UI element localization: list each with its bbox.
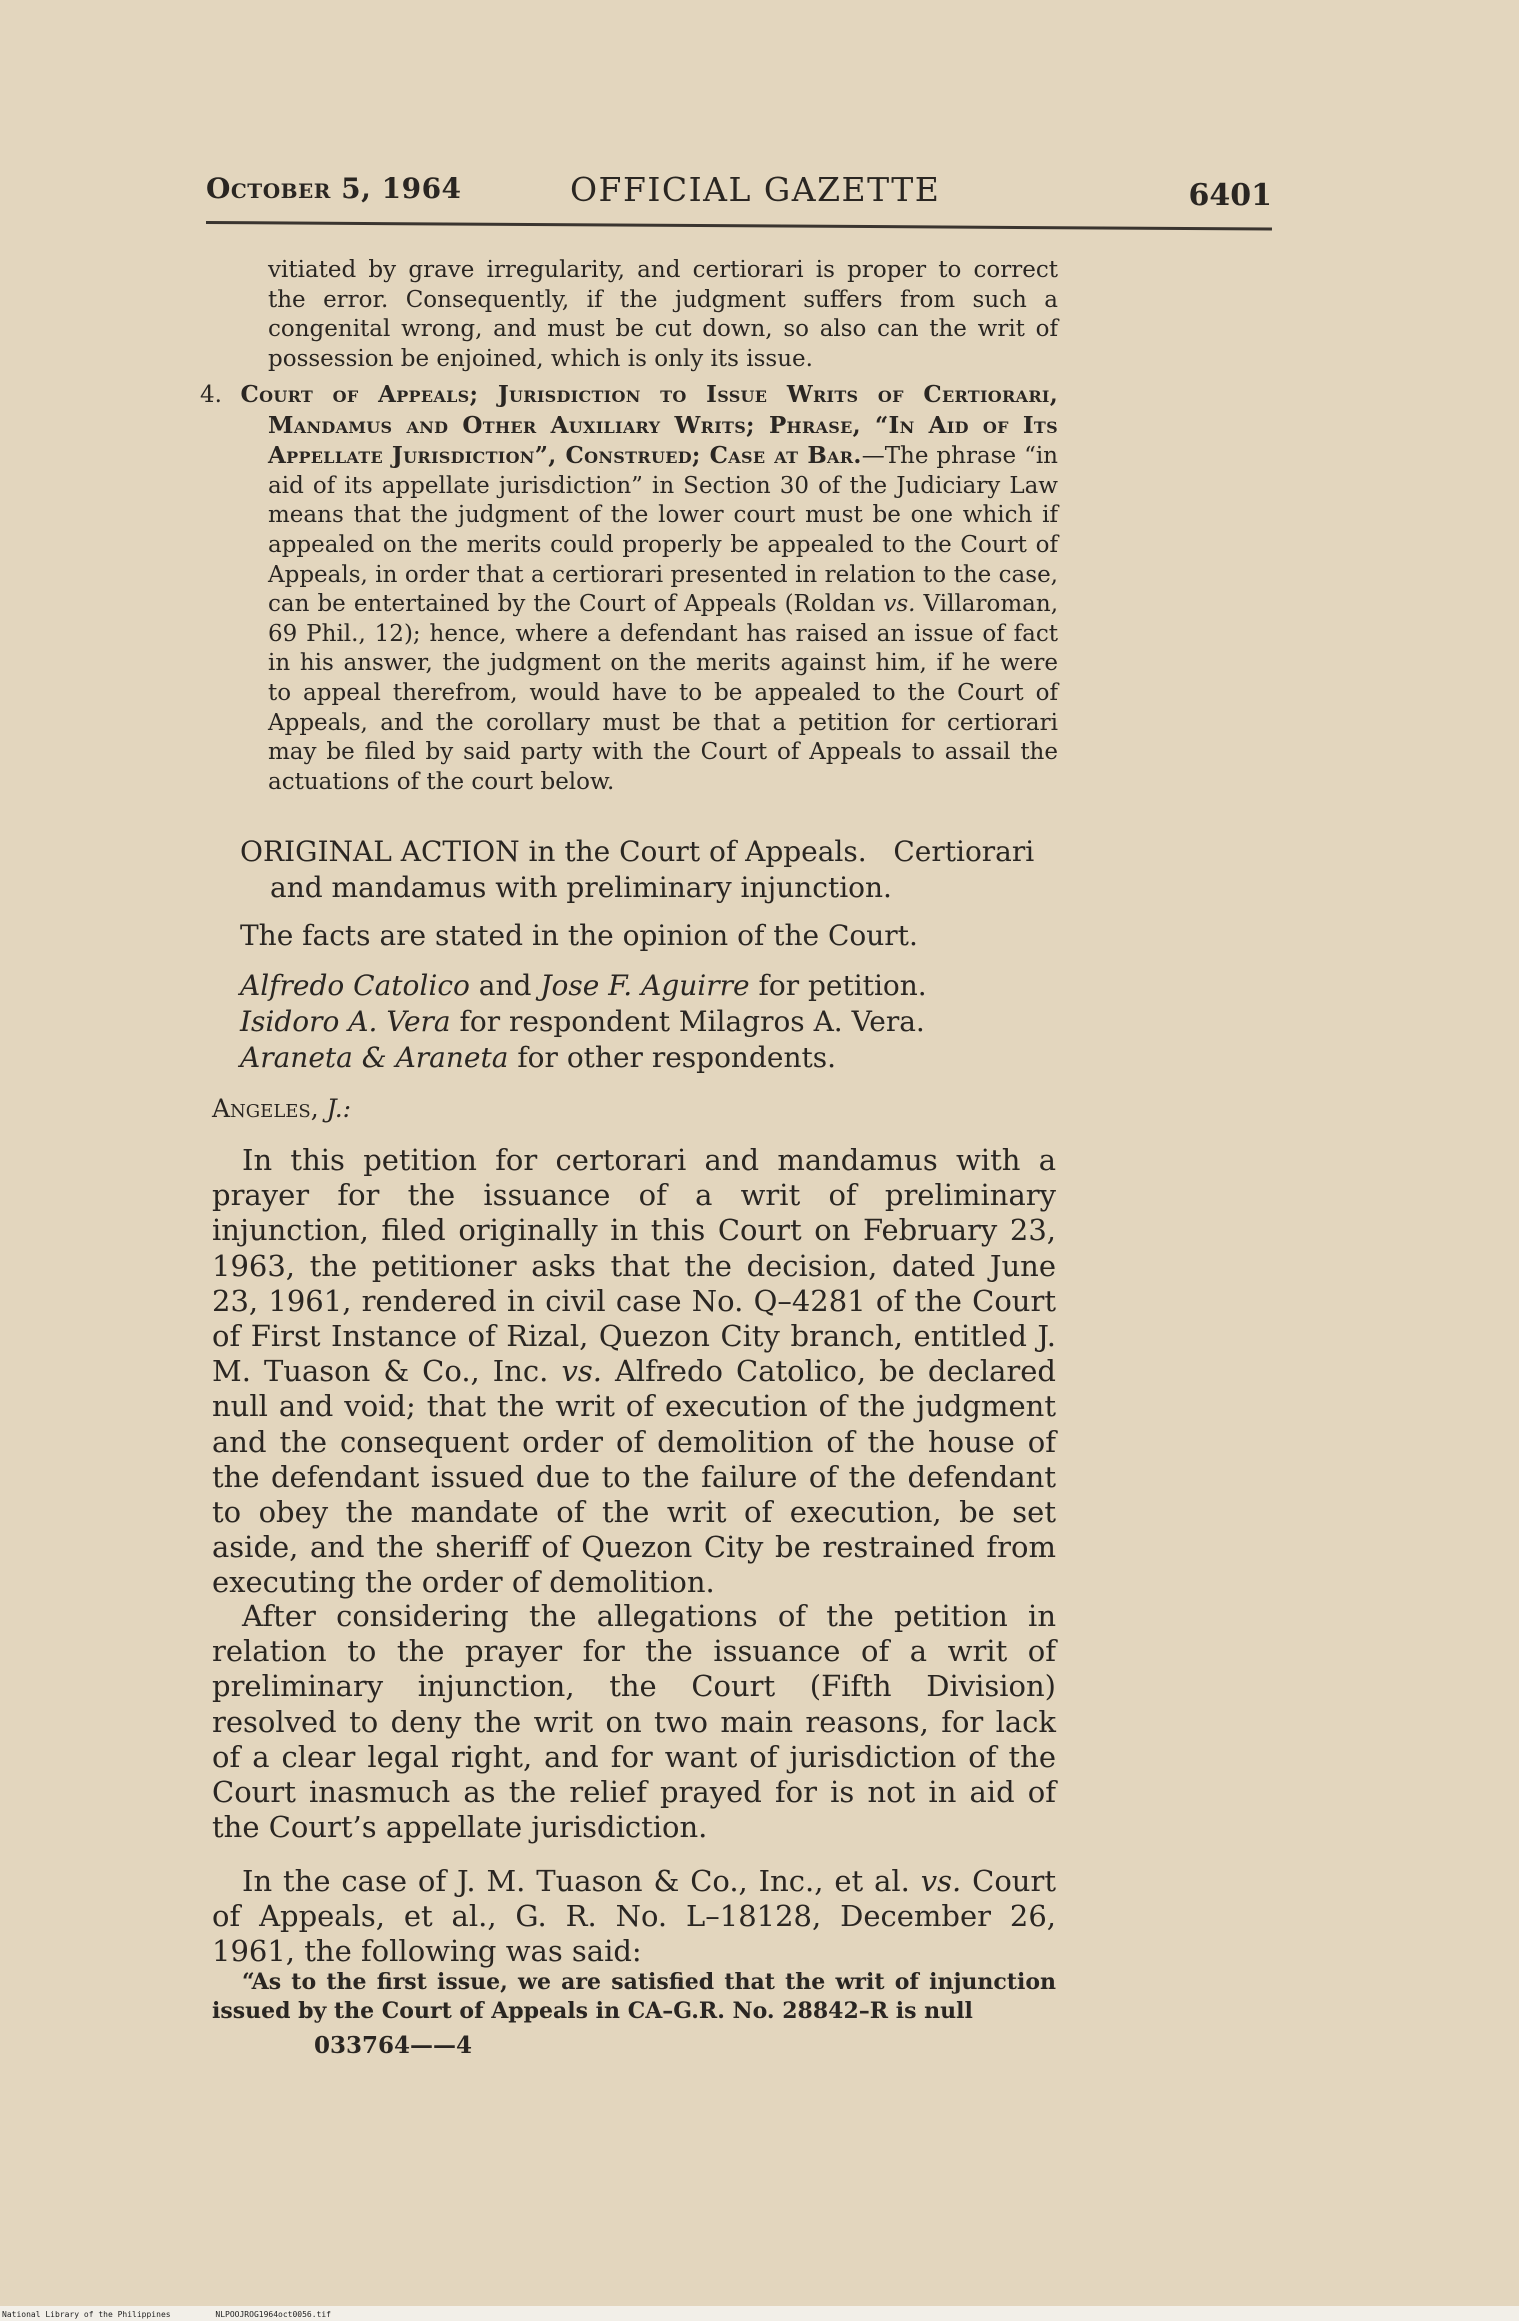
opinion-paragraph-1 — [212, 1143, 1056, 1601]
counsel-petition-role: for petition. — [749, 969, 927, 1002]
opinion-paragraph-2 — [212, 1599, 1056, 1845]
syllabus-item-number: 4. — [200, 382, 222, 408]
paragraph-3-vs: vs. — [920, 1864, 962, 1898]
syllabus-item-text-b: Villaroman, 69 Phil., 12); hence, where a defendant has raised an issue of fact in his answer, the judgment on the merits against him, if he were to appeal therefrom, would have to be appealed to the Court of Appeals, and the corollary must be that a petition for certiorari may be filed by said party with the Court of Appeals to assail the actuations of the court below. — [268, 591, 1058, 795]
counsel-other-name: Araneta & Araneta — [240, 1041, 509, 1074]
counsel-block — [240, 968, 927, 1076]
counsel-respondent-role: for respondent Milagros A. Vera. — [450, 1005, 925, 1038]
paragraph-1-text-b: Alfredo Catolico, be declared null and void; that the writ of execution of the judgment and the consequent order of demolition of the house of the defendant issued due to the failure of the defendant to obey the mandate of the writ of execution, be set aside, and the sheriff of Quezon City be restrained from executing the order of demolition. — [212, 1354, 1056, 1600]
paragraph-2-text: After considering the allegations of the petition in relation to the prayer for the issuance of a writ of preliminary injunction, the Court (Fifth Division) resolved to deny the writ on two main reasons, for lack of a clear legal right, and for want of jurisdiction of the Court inasmuch as the relief prayed for is not in aid of the Court’s appellate jurisdiction. — [212, 1599, 1056, 1845]
counsel-respondent — [240, 1004, 927, 1040]
counsel-petition — [240, 968, 927, 1004]
header-page-number: 6401 — [1188, 178, 1272, 213]
header-rule — [206, 221, 1272, 231]
scan-footer — [2, 2310, 371, 2319]
original-action-line1: ORIGINAL ACTION in the Court of Appeals. Certiorari — [240, 835, 1035, 868]
counsel-other — [240, 1040, 927, 1076]
footer-library: National Library of the Philippines — [2, 2310, 171, 2319]
counsel-petition-name2: Jose F. Aguirre — [540, 969, 750, 1002]
quoted-passage — [212, 1968, 1056, 2026]
syllabus-item-heading: Court of Appeals; Jurisdiction to Issue Writs of Certiorari, Mandamus and Other Auxiliary Writs; Phrase, “In Aid of Its Appellate Jurisdiction”, Construed; Case at Bar. — [240, 381, 1059, 470]
paragraph-1-text-a: In this petition for certorari and mandamus with a prayer for the issuance of a writ of preliminary injunction, filed originally in this Court on February 23, 1963, the petitioner asks that the decision, dated June 23, 1961, rendered in civil case No. Q–4281 of the Court of First Instance of Rizal, Quezon City branch, entitled J. M. Tuason & Co., Inc. — [212, 1143, 1056, 1389]
counsel-petition-and: and — [469, 969, 541, 1002]
counsel-petition-name1: Alfredo Catolico — [240, 969, 470, 1002]
syllabus-item-text-a: —The phrase “in aid of its appellate jurisdiction” in Section 30 of the Judiciary Law means that the judgment of the lower court must be one which if appealed on the merits could properly be appealed to the Court of Appeals, in order that a certiorari presented in relation to the case, can be entertained by the Court of Appeals (Roldan — [268, 443, 1058, 618]
syllabus-item-vs: vs. — [883, 591, 916, 618]
header-date: October 5, 1964 — [206, 172, 462, 205]
facts-statement: The facts are stated in the opinion of the Court. — [240, 919, 918, 952]
page-header — [206, 172, 1272, 222]
counsel-respondent-name: Isidoro A. Vera — [240, 1005, 451, 1038]
original-action-line2: and mandamus with preliminary injunction. — [270, 871, 892, 904]
author-title: J.: — [326, 1094, 352, 1123]
paragraph-1-vs: vs. — [561, 1354, 602, 1389]
paragraph-3-text-a: In the case of J. M. Tuason & Co., Inc., et al. — [242, 1864, 921, 1898]
author-name: Angeles, — [212, 1094, 319, 1123]
syllabus-item-4 — [200, 380, 1058, 797]
opinion-paragraph-3 — [212, 1864, 1056, 1970]
header-title: OFFICIAL GAZETTE — [570, 170, 941, 209]
quote-text: “As to the first issue, we are satisfied that the writ of injunction issued by the Court of Appeals in CA–G.R. No. 28842–R is null — [212, 1969, 1056, 2024]
syllabus-continuation: vitiated by grave irregularity, and certiorari is proper to correct the error. Consequently, if the judgment suffers from such a congenital wrong, and must be cut down, so also can the writ of possession be enjoined, which is only its issue. — [268, 257, 1058, 372]
original-action — [240, 834, 1070, 906]
counsel-other-role: for other respondents. — [508, 1041, 837, 1074]
footer-filename: NLPOOJROG1964oct0056.tif — [215, 2310, 331, 2319]
paragraph-3-text-b: Court of Appeals, et al., G. R. No. L–18128, December 26, 1961, the following was said: — [212, 1864, 1057, 1969]
signature-mark: 033764——4 — [314, 2032, 473, 2059]
opinion-author — [212, 1093, 351, 1125]
